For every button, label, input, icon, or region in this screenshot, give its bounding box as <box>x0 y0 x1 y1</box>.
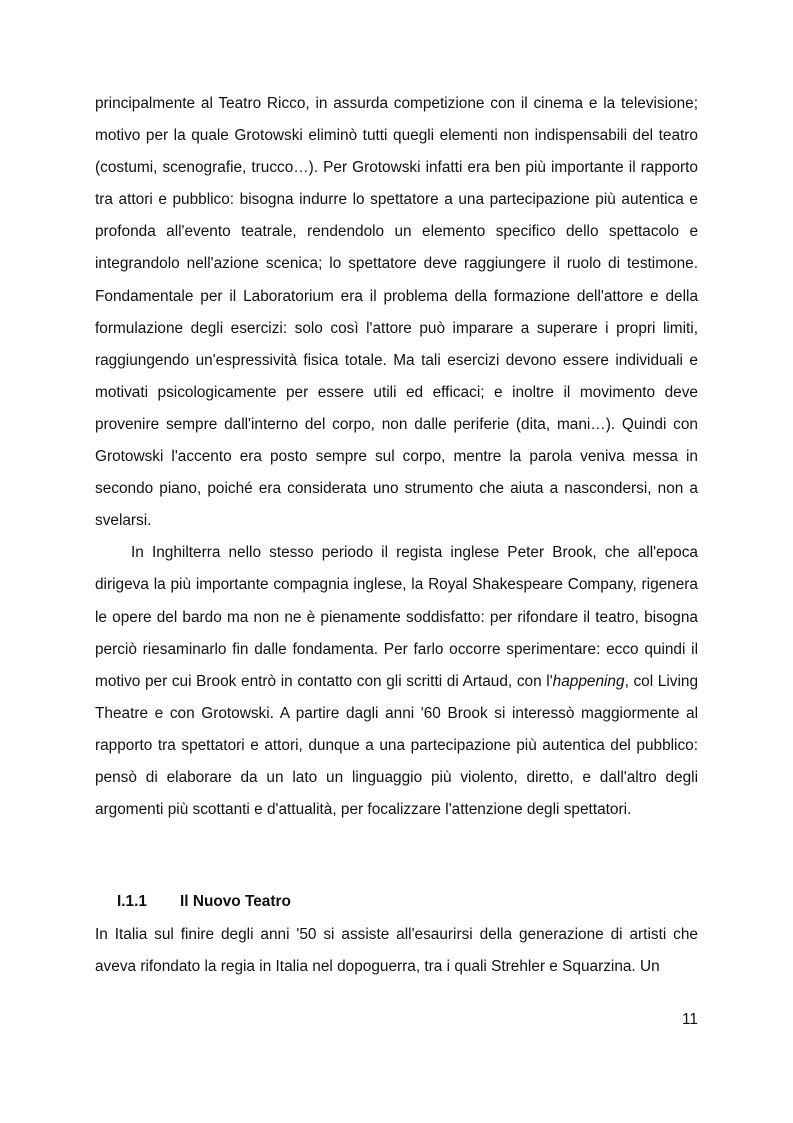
page-number: 11 <box>682 1011 698 1028</box>
section-heading <box>117 886 291 918</box>
paragraph-italy: In Italia sul finire degli anni '50 si assiste all'esaurirsi della generazione di artisti che aveva rifondato la regia in Italia nel dopoguerra, tra i quali Strehler e Squarzina. Un <box>95 926 698 976</box>
section-number: I.1.1 <box>117 893 147 910</box>
paragraph-brook-text-end: , col Living Theatre e con Grotowski. A partire dagli anni '60 Brook si interessò maggiormente al rapporto tra spettatori e attori, dunque a una partecipazione più autentica del pubblico: pensò di elaborare da un lato un linguaggio più violento, diretto, e dall'altro degli argomenti più scottanti e d'attualità, per focalizzare l'attenzione degli spettatori. <box>95 672 699 819</box>
section-body <box>95 919 698 983</box>
paragraph-grotowski: principalmente al Teatro Ricco, in assurda competizione con il cinema e la televisione; motivo per la quale Grotowski eliminò tutti quegli elementi non indispensabili del teatro (costumi, scenografie, trucco…). Per Grotowski infatti era ben più importante il rapporto tra attori e pubblico: bisogna indurre lo spettatore a una partecipazione più autentica e profonda all'evento teatrale, rendendolo un elemento specifico dello spettacolo e integrandolo nell'azione scenica; lo spettatore deve raggiungere il ruolo di testimone. Fondamentale per il Laboratorium era il problema della formazione dell'attore e della formulazione degli esercizi: solo così l'attore può imparare a superare i propri limiti, raggiungendo un'espressività fisica totale. Ma tali esercizi devono essere individuali e motivati psicologicamente per essere utili ed efficaci; e inoltre il movimento deve provenire sempre dall'interno del corpo, non dalle periferie (dita, mani…). Quindi con Grotowski l'accento era posto sempre sul corpo, mentre la parola veniva messa in secondo piano, poiché era considerata uno strumento che aiuta a nascondersi, non a svelarsi. <box>95 95 698 530</box>
paragraph-brook <box>95 537 698 826</box>
paragraph-brook-text-start: In Inghilterra nello stesso periodo il regista inglese Peter Brook, che all'epoca dirigeva la più importante compagnia inglese, la Royal Shakespeare Company, rigenera le opere del bardo ma non ne è pienamente soddisfatto: per rifondare il teatro, bisogna perciò riesaminarlo fin dalle fondamenta. Per farlo occorre sperimentare: ecco quindi il motivo per cui Brook entrò in contatto con gli scritti di Artaud, con l' <box>95 544 698 690</box>
italic-term-happening: happening <box>552 672 625 690</box>
section-title: Il Nuovo Teatro <box>180 893 291 910</box>
body-text <box>95 88 698 826</box>
